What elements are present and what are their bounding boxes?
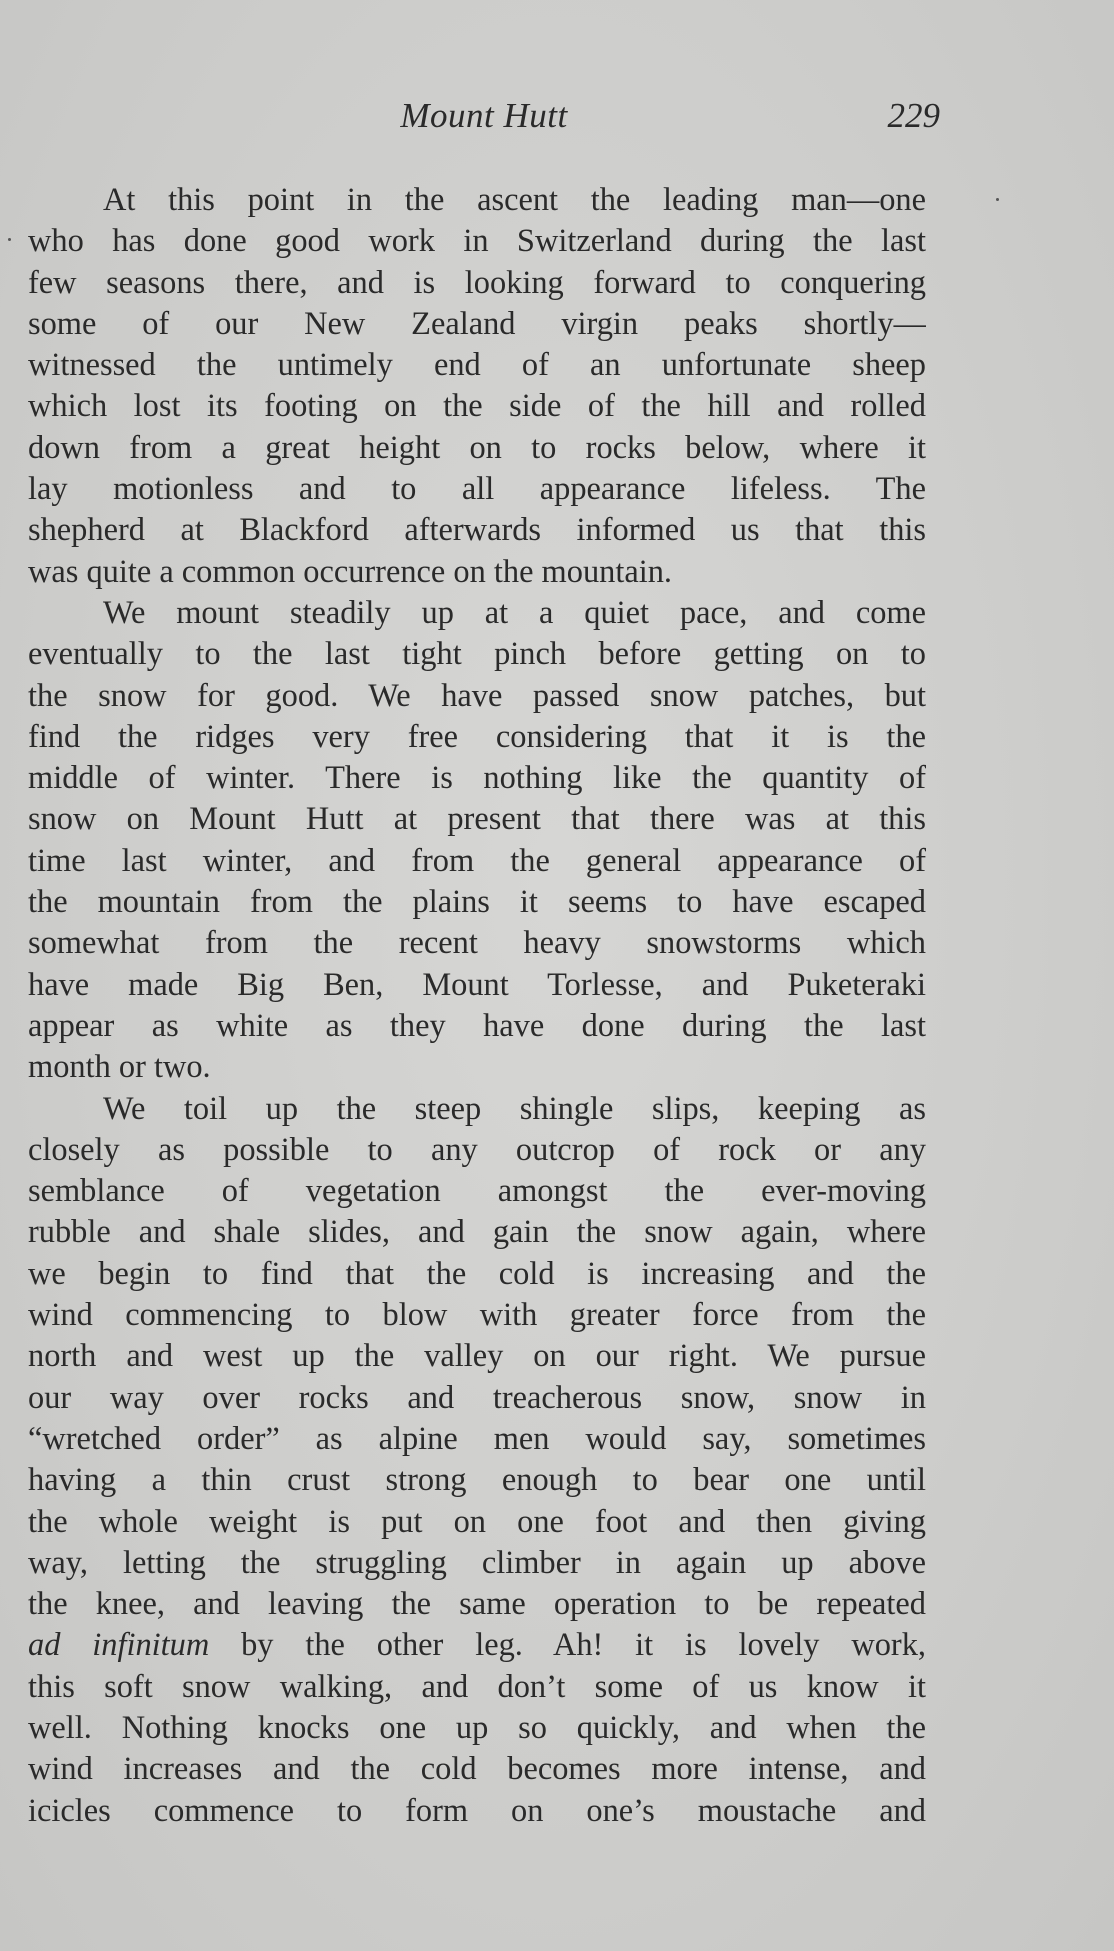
text-line: the knee, and leaving the same operation to be repeated (28, 1586, 926, 1623)
text-line: which lost its footing on the side of the hill and rolled (28, 388, 926, 425)
text-line: “wretched order” as alpine men would say, sometimes (28, 1420, 926, 1457)
paper-speck (996, 198, 999, 201)
text-line-with-italic (28, 1625, 926, 1666)
text-line: this soft snow walking, and don’t some of us know it (28, 1668, 926, 1705)
text-line: witnessed the untimely end of an unfortunate sheep (28, 347, 926, 384)
text-line: our way over rocks and treacherous snow, snow in (28, 1379, 926, 1416)
text-line: lay motionless and to all appearance lifeless. The (28, 471, 926, 508)
text-line: have made Big Ben, Mount Torlesse, and Puketeraki (28, 966, 926, 1003)
text-line: middle of winter. There is nothing like the quantity of (28, 760, 926, 797)
text-line: eventually to the last tight pinch before getting on to (28, 636, 926, 673)
paper-speck (8, 238, 11, 241)
text-line: some of our New Zealand virgin peaks shortly— (28, 305, 926, 342)
text-line: wind increases and the cold becomes more intense, and (28, 1751, 926, 1788)
text-line: few seasons there, and is looking forward to conquering (28, 264, 926, 301)
text-line: the mountain from the plains it seems to have escaped (28, 884, 926, 921)
text-line: We toil up the steep shingle slips, keeping as (103, 1090, 926, 1127)
text-line: we begin to find that the cold is increasing and the (28, 1255, 926, 1292)
text-line: appear as white as they have done during the last (28, 1007, 926, 1044)
text-line: down from a great height on to rocks below, where it (28, 429, 926, 466)
text-line: shepherd at Blackford afterwards informed us that this (28, 512, 926, 549)
text-line-rest: by the other leg. Ah! it is lovely work, (209, 1627, 926, 1664)
body-text (28, 180, 926, 1832)
text-line: well. Nothing knocks one up so quickly, and when the (28, 1709, 926, 1746)
text-line: was quite a common occurrence on the mountain. (28, 553, 673, 590)
text-line: having a thin crust strong enough to bear one until (28, 1462, 926, 1499)
text-line: At this point in the ascent the leading man—one (103, 182, 926, 218)
text-line: time last winter, and from the general appearance of (28, 842, 926, 879)
text-line: north and west up the valley on our right. We pursue (28, 1338, 926, 1375)
text-line: find the ridges very free considering that it is the (28, 718, 926, 755)
text-line: semblance of vegetation amongst the ever-moving (28, 1173, 926, 1210)
text-line: icicles commence to form on one’s moustache and (28, 1792, 926, 1829)
italic-phrase: ad infinitum (28, 1627, 210, 1664)
text-line: rubble and shale slides, and gain the snow again, where (28, 1214, 926, 1251)
page-number: 229 (887, 96, 940, 135)
text-line: We mount steadily up at a quiet pace, and come (103, 594, 926, 631)
text-line: the whole weight is put on one foot and then giving (28, 1503, 926, 1540)
text-line: somewhat from the recent heavy snowstorms which (28, 925, 926, 962)
text-line: snow on Mount Hutt at present that there was at this (28, 801, 926, 838)
text-line: month or two. (28, 1049, 211, 1086)
text-line: who has done good work in Switzerland during the last (28, 223, 926, 260)
running-head (28, 96, 940, 144)
text-line: closely as possible to any outcrop of rock or any (28, 1131, 926, 1168)
text-line: the snow for good. We have passed snow patches, but (28, 677, 926, 714)
running-head-title: Mount Hutt (400, 96, 568, 135)
text-line: way, letting the struggling climber in again up above (28, 1544, 926, 1581)
text-line: wind commencing to blow with greater force from the (28, 1297, 926, 1334)
